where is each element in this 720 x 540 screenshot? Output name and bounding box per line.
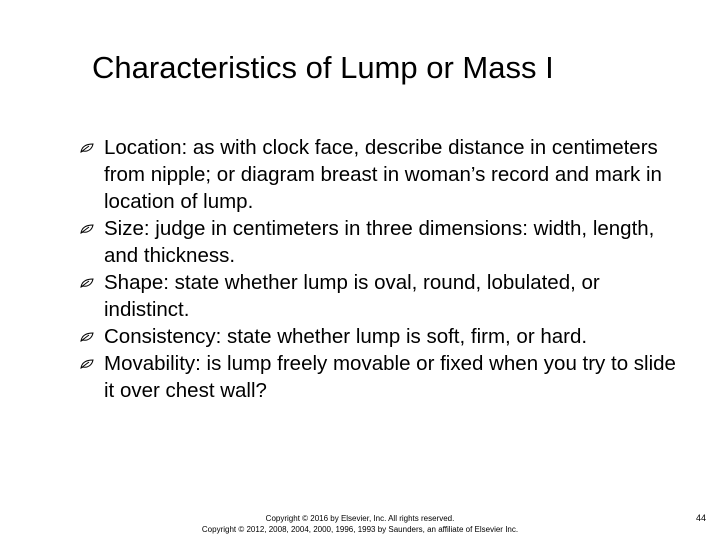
bullet-text: Size: judge in centimeters in three dimensions: width, length, and thickness. <box>104 217 655 267</box>
leaf-bullet-icon <box>80 278 94 288</box>
footer-copyright <box>150 513 570 535</box>
bullet-item <box>80 215 680 269</box>
leaf-bullet-icon <box>80 332 94 342</box>
bullet-text: Consistency: state whether lump is soft, firm, or hard. <box>104 325 588 348</box>
bullet-text: Location: as with clock face, describe distance in centimeters from nipple; or diagram breast in woman’s record and mark in location of lump. <box>104 136 662 213</box>
bullet-item <box>80 323 680 350</box>
leaf-bullet-icon <box>80 224 94 234</box>
bullet-item <box>80 350 680 404</box>
copyright-line-2: Copyright © 2012, 2008, 2004, 2000, 1996, 1993 by Saunders, an affiliate of Elsevier Inc. <box>201 525 519 534</box>
copyright-line-1: Copyright © 2016 by Elsevier, Inc. All rights reserved. <box>265 514 455 523</box>
bullet-text: Movability: is lump freely movable or fixed when you try to slide it over chest wall? <box>104 352 676 402</box>
bullet-text: Shape: state whether lump is oval, round, lobulated, or indistinct. <box>104 271 600 321</box>
leaf-bullet-icon <box>80 143 94 153</box>
page-number: 44 <box>695 513 706 523</box>
slide-title: Characteristics of Lump or Mass I <box>92 50 554 85</box>
leaf-bullet-icon <box>80 359 94 369</box>
bullet-item <box>80 134 680 215</box>
bullet-item <box>80 269 680 323</box>
bullet-list <box>80 134 680 404</box>
